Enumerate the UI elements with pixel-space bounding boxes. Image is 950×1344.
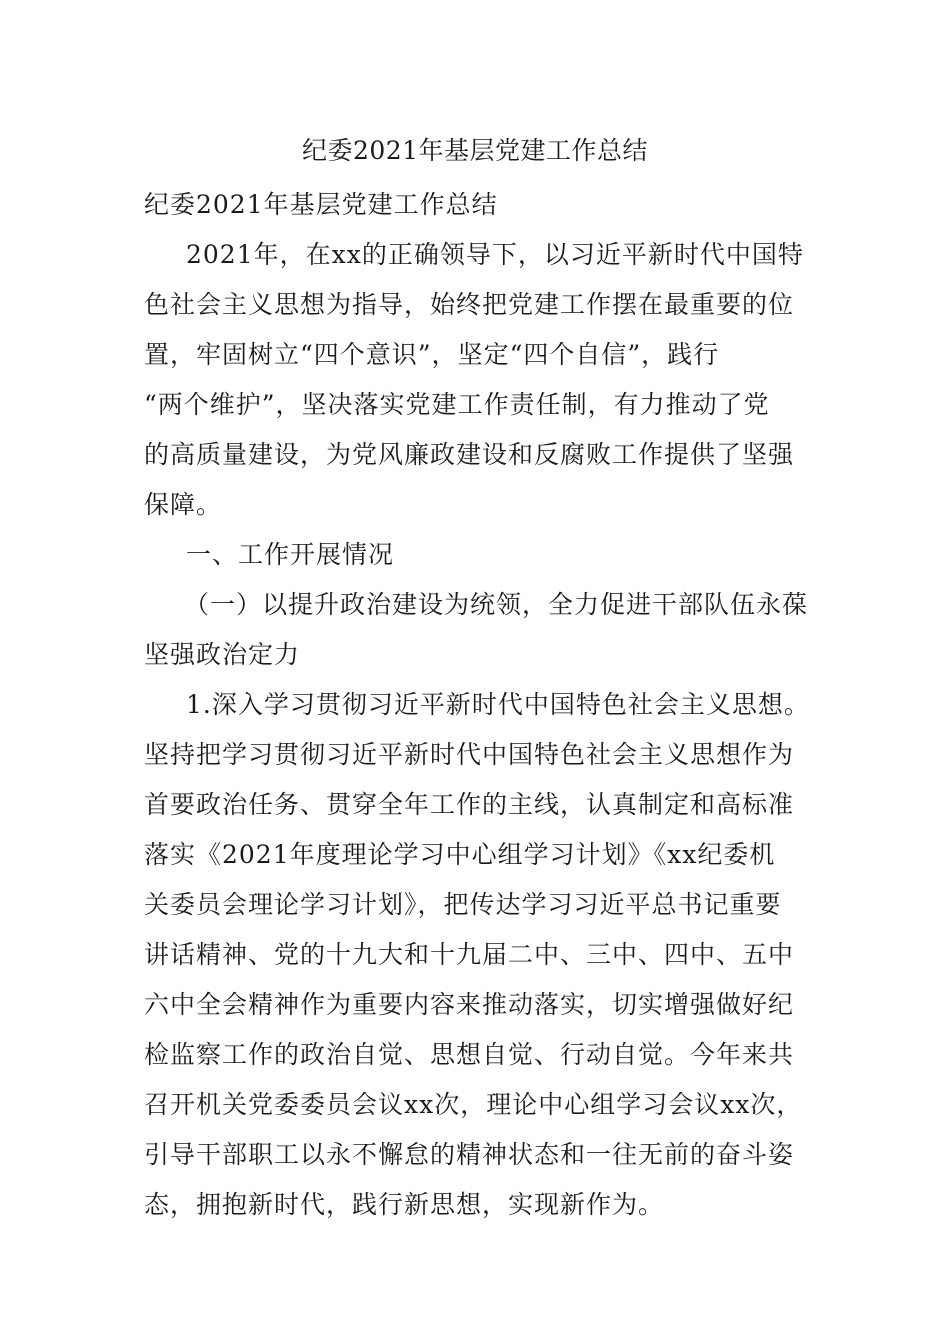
paragraph-line: 检监察工作的政治自觉、思想自觉、行动自觉。今年来共 [144,1040,795,1069]
item-heading: 1.深入学习贯彻习近平新时代中国特色社会主义思想。 [186,690,810,719]
paragraph-line: 2021年，在xx的正确领导下，以习近平新时代中国特 [186,240,804,269]
paragraph-line: 保障。 [144,490,223,519]
paragraph-line: 态，拥抱新时代，践行新思想，实现新作为。 [144,1190,665,1219]
paragraph-line: 色社会主义思想为指导，始终把党建工作摆在最重要的位 [144,290,795,319]
subsection-heading: （一）以提升政治建设为统领，全力促进干部队伍永葆 [184,590,809,619]
paragraph-line: 召开机关党委委员会议xx次，理论中心组学习会议xx次， [144,1090,803,1119]
paragraph-line: 坚持把学习贯彻习近平新时代中国特色社会主义思想作为 [144,740,795,769]
paragraph-line: 关委员会理论学习计划》，把传达学习习近平总书记重要 [144,890,782,919]
section-heading: 一、工作开展情况 [186,540,395,569]
subtitle-line: 纪委2021年基层党建工作总结 [144,190,498,219]
paragraph-line: 六中全会精神作为重要内容来推动落实，切实增强做好纪 [144,990,795,1019]
paragraph-line: “两个维护”，坚决落实党建工作责任制，有力推动了党 [144,390,770,419]
document-title: 纪委2021年基层党建工作总结 [301,136,649,165]
paragraph-line: 置，牢固树立“四个意识”，坚定“四个自信”，践行 [144,340,720,369]
paragraph-line: 首要政治任务、贯穿全年工作的主线，认真制定和高标准 [144,790,795,819]
paragraph-line: 落实《2021年度理论学习中心组学习计划》《xx纪委机 [144,840,776,869]
subsection-heading: 坚强政治定力 [144,640,301,669]
document-body [144,180,824,1230]
paragraph-line: 讲话精神、党的十九大和十九届二中、三中、四中、五中 [144,940,795,969]
paragraph-line: 的高质量建设，为党风廉政建设和反腐败工作提供了坚强 [144,440,795,469]
paragraph-line: 引导干部职工以永不懈怠的精神状态和一往无前的奋斗姿 [144,1140,795,1169]
